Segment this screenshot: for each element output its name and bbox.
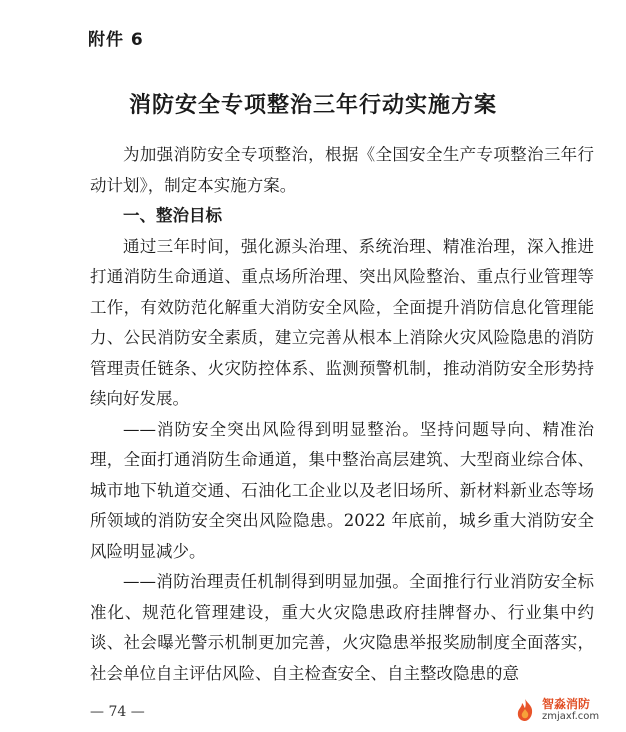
item-risk-text: 坚持问题导向、精准治理，全面打通消防生命通道，集中整治高层建筑、大型商业综合体、城市地下轨道交通、石油化工企业以及老旧场所、新材料新业态等场所领域的消防安全突出风险隐患。2022 年底前，城乡重大消防安全风险明显减少。 xyxy=(90,419,595,561)
page-number: — 74 — xyxy=(90,704,145,720)
attachment-label: 附件 6 xyxy=(88,30,144,50)
page-title: 消防安全专项整治三年行动实施方案 xyxy=(128,92,497,118)
watermark xyxy=(512,694,616,726)
item-risk-paragraph xyxy=(90,415,594,568)
watermark-name: 智淼消防 xyxy=(542,697,591,711)
flame-logo-icon xyxy=(512,697,538,723)
item-risk-lead: ——消防安全突出风险得到明显整治。 xyxy=(123,419,420,439)
watermark-url: zmjaxf.com xyxy=(542,711,600,722)
goal-paragraph: 通过三年时间，强化源头治理、系统治理、精准治理，深入推进打通消防生命通道、重点场所治理、突出风险整治、重点行业管理等工作，有效防范化解重大消防安全风险，全面提升消防信息化管理能力、公民消防安全素质，建立完善从根本上消除火灾风险隐患的消防管理责任链条、火灾防控体系、监测预警机制，推动消防安全形势持续向好发展。 xyxy=(90,236,594,408)
item-mechanism-text: 全面推行行业消防安全标准化、规范化管理建设，重大火灾隐患政府挂牌督办、行业集中约谈、社会曝光警示机制更加完善，火灾隐患举报奖励制度全面落实，社会单位自主评估风险、自主检查安全、自主整改隐患的意 xyxy=(90,572,595,683)
document-body xyxy=(90,140,594,689)
item-mechanism-paragraph xyxy=(90,567,594,689)
item-mechanism-lead: ——消防治理责任机制得到明显加强。 xyxy=(123,572,410,591)
section-heading: 一、整治目标 xyxy=(123,206,222,225)
intro-paragraph: 为加强消防安全专项整治，根据《全国安全生产专项整治三年行动计划》，制定本实施方案。 xyxy=(90,145,594,195)
